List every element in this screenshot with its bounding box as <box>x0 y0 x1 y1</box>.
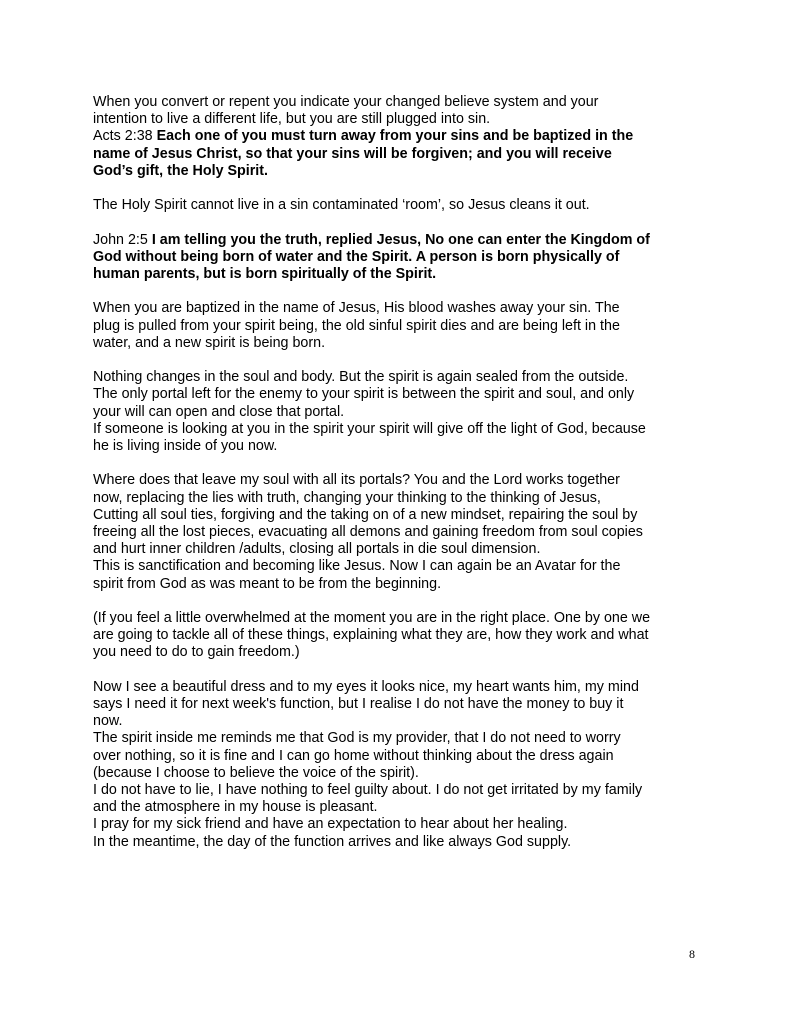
paragraph-soul-portals <box>93 472 713 592</box>
text-line: (because I choose to believe the voice of the spirit). <box>93 764 419 781</box>
text-line: Now I see a beautiful dress and to my eyes it looks nice, my heart wants him, my mind <box>93 678 639 695</box>
text-line: are going to tackle all of these things, explaining what they are, how they work and what <box>93 627 649 644</box>
text-line: spirit from God as was meant to be from the beginning. <box>93 575 442 592</box>
paragraph-holy-spirit <box>93 197 713 214</box>
paragraph-nothing-changes <box>93 369 713 455</box>
page-number: 8 <box>689 947 695 961</box>
text-line: over nothing, so it is fine and I can go home without thinking about the dress again <box>93 747 614 764</box>
text-line: The spirit inside me reminds me that God is my provider, that I do not need to worry <box>93 730 621 747</box>
text-line: and the atmosphere in my house is pleasant. <box>93 799 378 816</box>
text-line: freeing all the lost pieces, evacuating all demons and gaining freedom from soul copies <box>93 524 643 540</box>
text-line: In the meantime, the day of the function arrives and like always God supply. <box>93 833 572 850</box>
text-line: and hurt inner children /adults, closing all portals in die soul dimension. <box>93 541 541 558</box>
text-line: When you are baptized in the name of Jesus, His blood washes away your sin. The <box>93 300 620 317</box>
text-line: Nothing changes in the soul and body. But the spirit is again sealed from the outside. <box>93 369 629 386</box>
text-line: I do not have to lie, I have nothing to feel guilty about. I do not get irritated by my family <box>93 782 643 799</box>
text-line: now. <box>93 713 123 730</box>
scripture-quote: I am telling you the truth, replied Jesus, No one can enter the Kingdom of <box>151 231 650 248</box>
text-line: I pray for my sick friend and have an expectation to hear about her healing. <box>93 816 568 833</box>
scripture-quote-line: God’s gift, the Holy Spirit. <box>93 162 269 179</box>
text-line: now, replacing the lies with truth, changing your thinking to the thinking of Jesus, <box>93 489 601 506</box>
paragraph-acts-quote <box>93 128 713 180</box>
scripture-quote-line: name of Jesus Christ, so that your sins will be forgiven; and you will receive <box>93 145 612 162</box>
text-line: (If you feel a little overwhelmed at the moment you are in the right place. One by one we <box>93 610 651 626</box>
paragraph-baptized <box>93 300 713 352</box>
text-line: The only portal left for the enemy to your spirit is between the spirit and soul, and only <box>93 386 635 403</box>
scripture-quote-line: God without being born of water and the Spirit. A person is born physically of <box>93 248 620 265</box>
text-line: plug is pulled from your spirit being, the old sinful spirit dies and are being left in the <box>93 317 620 334</box>
text-line: your will can open and close that portal. <box>93 403 345 420</box>
text-line <box>93 232 713 249</box>
text-line: he is living inside of you now. <box>93 438 278 454</box>
text-line: This is sanctification and becoming like Jesus. Now I can again be an Avatar for the <box>93 558 621 575</box>
body-text <box>93 94 713 868</box>
paragraph-overwhelmed <box>93 610 713 662</box>
paragraph-dress-example <box>93 679 713 851</box>
text-line: says I need it for next week's function, but I realise I do not have the money to buy it <box>93 696 624 712</box>
scripture-quote: Each one of you must turn away from your sins and be baptized in the <box>156 128 634 145</box>
paragraph-john-quote <box>93 232 713 284</box>
text-line: Cutting all soul ties, forgiving and the taking on of a new mindset, repairing the soul by <box>93 506 638 523</box>
paragraph-convert <box>93 94 713 128</box>
text-line: water, and a new spirit is being born. <box>93 334 326 351</box>
scripture-reference: Acts 2:38 <box>93 128 157 145</box>
scripture-reference: John 2:5 <box>93 231 152 248</box>
text-line: Where does that leave my soul with all its portals? You and the Lord works together <box>93 472 620 489</box>
text-line <box>93 128 713 145</box>
scripture-quote-line: human parents, but is born spiritually of the Spirit. <box>93 266 437 282</box>
text-line: When you convert or repent you indicate your changed believe system and your <box>93 94 599 110</box>
text-line: you need to do to gain freedom.) <box>93 644 300 661</box>
text-line: intention to live a different life, but you are still plugged into sin. <box>93 111 491 128</box>
text-line: The Holy Spirit cannot live in a sin contaminated ‘room’, so Jesus cleans it out. <box>93 197 590 214</box>
text-line: If someone is looking at you in the spirit your spirit will give off the light of God, because <box>93 420 646 437</box>
